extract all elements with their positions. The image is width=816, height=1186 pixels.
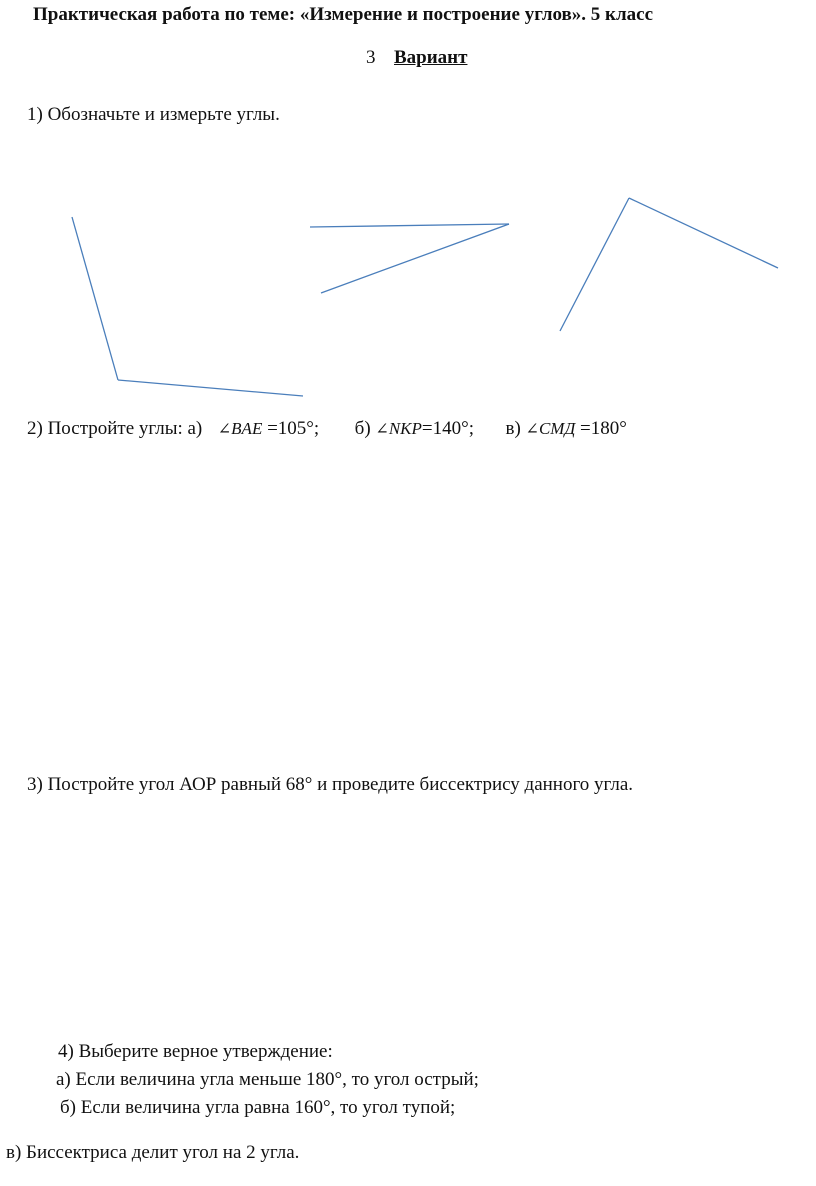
- variant-number: 3: [366, 47, 376, 68]
- angle-figures: [0, 0, 816, 420]
- task-1-text: 1) Обозначьте и измерьте углы.: [27, 104, 280, 125]
- angle-3-ray-1: [560, 198, 629, 331]
- angle-1-ray-2: [118, 380, 303, 396]
- angle-figure-2: [310, 224, 509, 293]
- task-4-option-b: б) Если величина угла равна 160°, то угол тупой;: [60, 1097, 456, 1118]
- option-c-label: в): [505, 418, 521, 439]
- angle-b-name: NKP: [388, 419, 422, 438]
- task-3-text: 3) Постройте угол АОР равный 68° и проведите биссектрису данного угла.: [27, 774, 634, 795]
- angle-c-symbol: ∠: [525, 421, 539, 438]
- angle-figure-3: [560, 198, 778, 331]
- task-4-heading: 4) Выберите верное утверждение:: [58, 1041, 333, 1062]
- angle-b-symbol: ∠: [375, 421, 389, 438]
- angle-3-ray-2: [629, 198, 778, 268]
- angle-a-name: BAE: [231, 419, 263, 438]
- angle-figure-1: [72, 217, 303, 396]
- task-2-line: [27, 418, 627, 440]
- angle-b-value: =140°;: [421, 418, 474, 439]
- task-2-prefix: 2) Постройте углы: а): [27, 418, 203, 439]
- angle-c-name: СМД: [538, 419, 576, 438]
- angle-c-value: =180°: [580, 418, 627, 439]
- angle-1-ray-1: [72, 217, 118, 380]
- angle-a-value: =105°;: [267, 418, 320, 439]
- task-4-option-c: в) Биссектриса делит угол на 2 угла.: [6, 1142, 300, 1163]
- angle-a-symbol: ∠: [217, 421, 232, 438]
- angle-2-ray-1: [310, 224, 509, 227]
- option-b-label: б): [354, 418, 371, 439]
- task-4-option-a: а) Если величина угла меньше 180°, то угол острый;: [56, 1069, 479, 1090]
- worksheet-title: Практическая работа по теме: «Измерение и построение углов». 5 класс: [33, 4, 654, 25]
- angle-2-ray-2: [321, 224, 509, 293]
- variant-label: Вариант: [394, 47, 468, 68]
